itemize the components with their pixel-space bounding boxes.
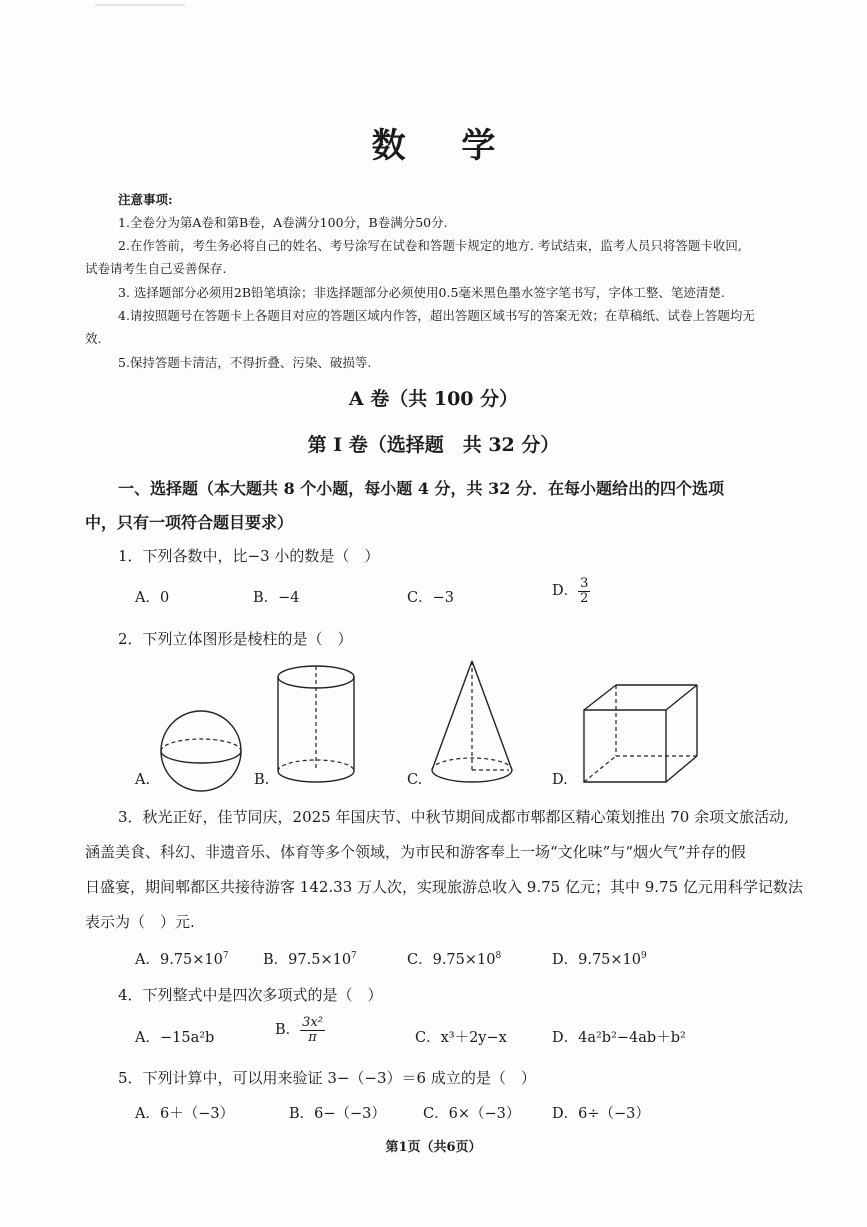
cube-icon (583, 684, 699, 784)
notice-item: 4.请按照题号在答题卡上各题目对应的答题区域内作答，超出答题区域书写的答案无效；在草稿纸、试卷上答题均无 (118, 308, 755, 323)
fraction: $\frac{\text{3x²}}{\pi}$ (302, 1015, 323, 1045)
page-footer: 第1页（共6页） (385, 1140, 482, 1155)
q1-option-d (552, 577, 590, 605)
q4-option-d: D．4a²b²−4ab＋b² (552, 1030, 686, 1046)
q2-option-a: A. (135, 772, 151, 788)
scan-mark (95, 4, 185, 6)
q1-option-a: A．0 (135, 590, 170, 606)
question-3-line: 日盛宴，期间郫都区共接待游客 142.33 万人次，实现旅游总收入 9.75 亿元；其中 9.75 亿元用科学记数法 (85, 878, 803, 896)
notice-item: 试卷请考生自己妥善保存. (85, 261, 227, 276)
q1-option-b: B．−4 (253, 590, 300, 606)
question-3-line: 表示为（ ）元. (85, 913, 195, 931)
q4-option-c: C．x³＋2y−x (415, 1030, 507, 1046)
q2-option-c: C. (407, 772, 423, 788)
q3-option-d: D．$9.75\times 10^9$ (552, 951, 647, 968)
notice-item: 1.全卷分为第A卷和第B卷，A卷满分100分，B卷满分50分. (118, 215, 448, 230)
q4-option-b-label: B． (275, 1022, 301, 1039)
q3-option-a: A．$9.75\times 10^7$ (135, 951, 229, 968)
cylinder-icon (277, 665, 355, 785)
q2-option-b: B. (254, 772, 270, 788)
q5-option-c: C．6×（−3） (423, 1106, 521, 1122)
instructions-line: 一、选择题（本大题共 8 个小题，每小题 4 分，共 32 分．在每小题给出的四个选项 (118, 479, 724, 498)
notice-item: 3. 选择题部分必须用2B铅笔填涂；非选择题部分必须使用0.5毫米黑色墨水签字笔书写，字体工整、笔迹清楚. (118, 285, 725, 300)
question-3-line: 3．秋光正好，佳节同庆，2025 年国庆节、中秋节期间成都市郫都区精心策划推出 70 余项文旅活动, (118, 808, 789, 826)
notice-heading: 注意事项: (118, 192, 173, 207)
sphere-icon (160, 710, 242, 792)
q3-option-c: C．$9.75\times 10^8$ (407, 951, 502, 968)
q2-option-d: D. (552, 772, 568, 788)
q3-option-b: B．$97.5\times 10^7$ (263, 951, 357, 968)
q5-option-a: A．6＋（−3） (135, 1106, 235, 1122)
q1-option-d-label: D． (552, 583, 579, 600)
instructions-line: 中，只有一项符合题目要求） (85, 513, 294, 532)
q1-option-c: C．−3 (407, 590, 454, 606)
page-title: 数 学 (371, 126, 518, 166)
question-3-line: 涵盖美食、科幻、非遗音乐、体育等多个领域，为市民和游客奉上一场“文化味”与“烟火气”并存的假 (85, 843, 746, 861)
part-1-heading: 第 Ⅰ 卷（选择题 共 32 分） (307, 434, 560, 456)
notice-item: 效. (85, 331, 102, 346)
question-2-stem: 2．下列立体图形是棱柱的是（ ） (118, 630, 353, 648)
section-a-heading: A 卷（共 100 分） (348, 388, 519, 410)
notice-item: 2.在作答前，考生务必将自己的姓名、考号涂写在试卷和答题卡规定的地方. 考试结束，监考人员只将答题卡收回, (118, 238, 742, 253)
cone-icon (431, 660, 513, 786)
q5-option-b: B．6−（−3） (289, 1106, 386, 1122)
q5-option-d: D．6÷（−3） (552, 1106, 650, 1122)
fraction: $\frac{3}{2}$ (580, 576, 589, 606)
q4-option-b (275, 1016, 325, 1044)
question-1-stem: 1．下列各数中，比−3 小的数是（ ） (118, 547, 380, 565)
question-4-stem: 4．下列整式中是四次多项式的是（ ） (118, 986, 383, 1004)
notice-item: 5.保持答题卡清洁，不得折叠、污染、破损等. (118, 355, 372, 370)
question-5-stem: 5．下列计算中，可以用来验证 3−（−3）＝6 成立的是（ ） (118, 1069, 536, 1087)
q4-option-a: A．−15a²b (135, 1030, 215, 1046)
